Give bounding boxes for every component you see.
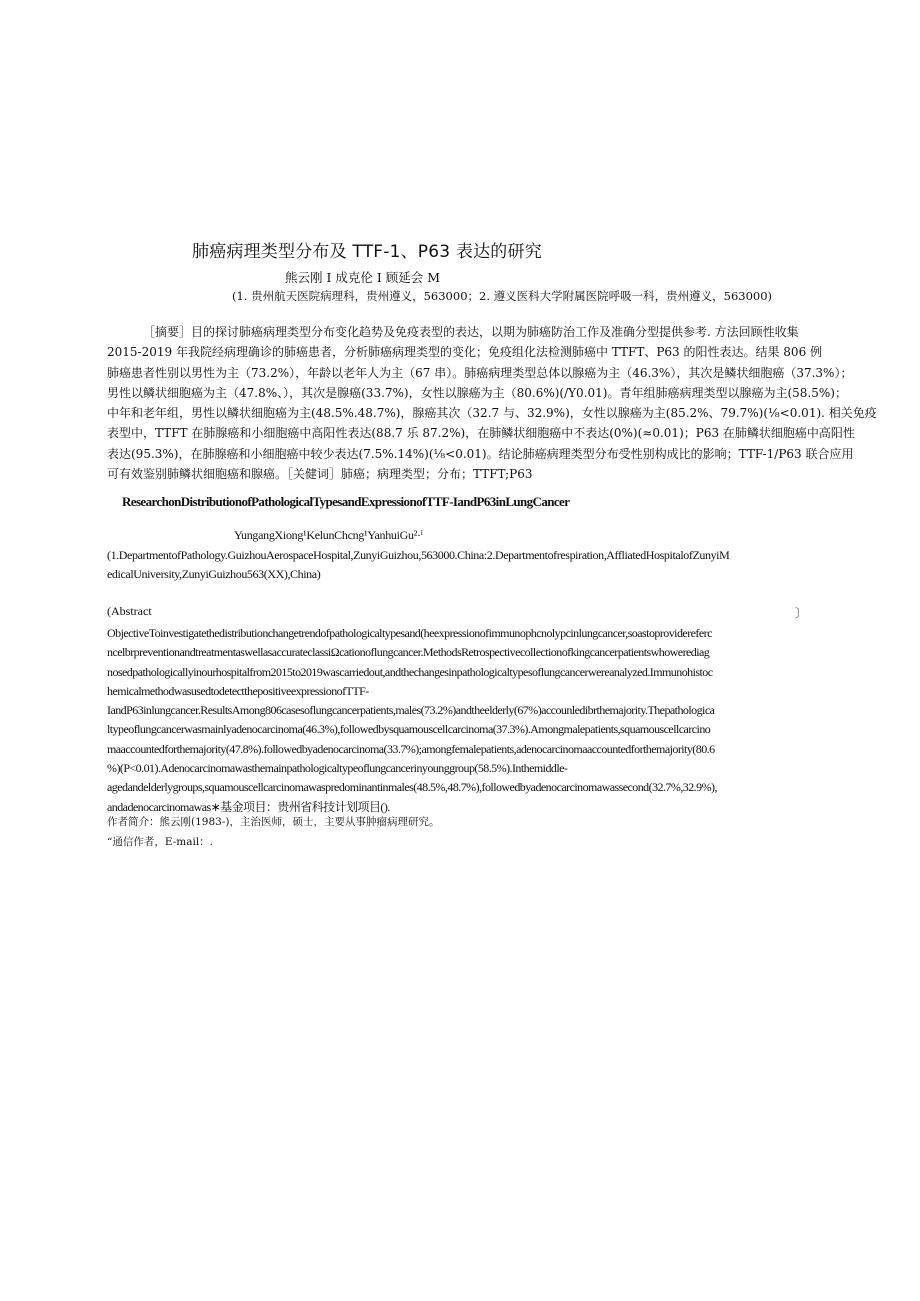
abstract-en-line: hemicalmethodwasusedtodetectthepositiveexpressionofTTF- bbox=[107, 683, 369, 698]
abstract-en bbox=[107, 624, 813, 817]
abstract-en-line: ObjectiveToinvestigatethedistributionchangetrendofpathologicaltypesand(heexpressionofimmunophcnolypcinlungcancer,soastoprovidereferc bbox=[107, 626, 712, 640]
abstract-zh-line: 肺癌患者性别以男性为主（73.2%），年龄以老年人为主（67 串）。肺癌病理类型总体以腺癌为主（46.3%），其次是鳞状细胞癌（37.3%）； bbox=[107, 365, 853, 380]
affiliation-en bbox=[107, 546, 813, 584]
abstract-zh bbox=[107, 322, 877, 484]
paper-title-en: ResearchonDistributionofPathologicalTypesandExpressionofTTF-IandP63inLungCancer bbox=[122, 494, 570, 509]
abstract-zh-line: 表型中，TTFT 在肺腺癌和小细胞癌中高阳性表达(88.7 乐 87.2%)，在肺鳞状细胞癌中不表达(0%)(≈0.01)；P63 在肺鳞状细胞癌中高阳性 bbox=[107, 426, 855, 441]
authors-zh: 熊云刚 I 成克伦 I 顾延会 M bbox=[285, 270, 441, 285]
footnote-author-bio: 作者简介：熊云刚(1983-)，主治医师，硕士，主要从事肿瘤病理研究。 bbox=[107, 816, 440, 828]
abstract-en-bracket: 〕 bbox=[795, 606, 808, 620]
abstract-en-line: andadenocarcinomawas∗基金项目：贵州省科技计划项目(). bbox=[107, 799, 390, 814]
abstract-en-line: IandP63inlungcancer.ResultsAmong806casesoflungcancerpatients,males(73.2%)andtheelderly(67%)accounledibrthemajority.Thepathologica bbox=[107, 703, 715, 718]
abstract-en-line: agedandelderlygroups,squamouscellcarcinomawaspredominantinmales(48.5%,48.7%),followedbyadenocarcinomawassecond(32.7%,32.9%), bbox=[107, 780, 717, 795]
abstract-en-line: maaccountedforthemajority(47.8%).followedbyadenocarcinoma(33.7%);amongfemalepatients,adenocarcinomaaccountedforthemajority(80.6 bbox=[107, 741, 715, 756]
abstract-zh-line: 可有效鉴别肺鳞状细胞癌和腺癌。［关健词］肺癌；病理类型；分布；TTFT;P63 bbox=[107, 467, 533, 482]
abstract-en-heading: (Abstract bbox=[107, 604, 152, 618]
authors-en: YungangXiong¹KelunChcng¹YanhuiGu²·ⁱ bbox=[234, 528, 423, 542]
affiliation-en-line: edicalUniversity,ZunyiGuizhou563(XX),China) bbox=[107, 567, 321, 581]
abstract-zh-line: 男性以鳞状细胞癌为主（47.8%、），其次是腺癌(33.7%)，女性以腺癌为主（80.6%)(/Y0.01)。青年组肺癌病理类型以腺癌为主(58.5%)； bbox=[107, 385, 847, 400]
abstract-en-line: nosedpathologicallyinourhospitalfrom2015to2019wascarriedout,andthechangesinpathologicaltypesoflungcancerwereanalyzed.Immunohistoc bbox=[107, 664, 713, 679]
affiliation-en-line: (1.DepartmentofPathology.GuizhouAerospaceHospital,ZunyiGuizhou,563000.China:2.Departmentofrespiration,AffliatedHospitalofZunyiM bbox=[107, 548, 730, 562]
abstract-zh-line: 2015-2019 年我院经病理确诊的肺癌患者，分析肺癌病理类型的变化；免疫组化法检测肺癌中 TTFT、P63 的阳性表达。结果 806 例 bbox=[107, 345, 823, 360]
abstract-zh-line: 中年和老年组，男性以鳞状细胞癌为主(48.5%.48.7%)，腺癌其次（32.7 与、32.9%)，女性以腺癌为主(85.2%、79.7%)(⅛<0.01). 相关免疫 bbox=[107, 406, 877, 421]
abstract-en-line: %)(P<0.01).Adenocarcinomawasthemainpathologicaltypeoflungcancerinyounggroup(58.5%).Inthemiddle- bbox=[107, 761, 568, 776]
abstract-zh-line: 表达(95.3%)，在肺腺癌和小细胞癌中较少表达(7.5%.14%)(⅛<0.01)。结论肺癌病理类型分布受性别构成比的影响；TTF-1/P63 联合应用 bbox=[107, 446, 854, 461]
paper-title: 肺癌病理类型分布及 TTF-1、P63 表达的研究 bbox=[192, 242, 542, 262]
footnote-corresponding: “通信作者，E-mail：. bbox=[107, 836, 214, 848]
abstract-en-line: ltypeoflungcancerwasmainlyadenocarcinoma(46.3%),followedbysquamouscellcarcinoma(37.3%).Amongmalepatients,squamouscellcarcino bbox=[107, 722, 711, 737]
abstract-zh-line: ［摘要］目的探讨肺癌病理类型分布变化趋势及免疫表型的表达，以期为肺癌防治工作及准确分型提供参考. 方法回顾性收集 bbox=[143, 325, 799, 339]
abstract-en-line: ncelbrpreventionandtreatmentaswellasaccurateclassiΩcationoflungcancer.MethodsRetrospectivecollectionofkingcancerpatientswhowerediag bbox=[107, 645, 710, 660]
affiliation-zh: (1. 贵州航天医院病理科，贵州遵义，563000；2. 遵义医科大学附属医院呼吸一科，贵州遵义，563000) bbox=[232, 289, 773, 303]
footnotes bbox=[107, 812, 439, 852]
